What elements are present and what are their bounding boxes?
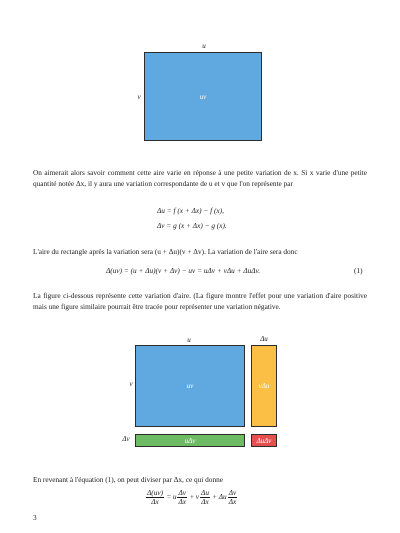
fraction-lhs-denominator: Δx <box>151 497 159 506</box>
figure2-uv-rectangle <box>135 345 245 427</box>
fraction-term3 <box>228 489 238 506</box>
paragraph-4: En revenant à l'équation (1), on peut diviser par Δx, ce qui donne <box>33 475 223 484</box>
figure2-left-dv-label: Δv <box>122 435 130 443</box>
figure2-top-u-label: u <box>187 336 191 344</box>
equation-1: Δ(uv) = (u + Δu)(v + Δv) − uv = uΔv + vΔu + ΔuΔv. <box>106 266 261 275</box>
fraction-lhs <box>146 489 164 506</box>
paragraph-1: On aimerait alors savoir comment cette aire varie en réponse à une petite variation de x. Si x varie d'une petite quantité notée Δx, il y aura une variation correspondante de u et v que l'on représente par <box>33 168 367 188</box>
term3-coefficient: Δu <box>218 492 227 502</box>
figure2-vdu-rectangle <box>251 345 277 427</box>
fraction-term2-denominator: Δx <box>201 497 209 506</box>
plus-sign-2: + <box>212 492 217 502</box>
page-number: 3 <box>33 513 37 522</box>
figure1-top-label: u <box>202 42 206 50</box>
fraction-term2 <box>200 489 210 506</box>
paragraph-2: L'aire du rectangle après la variation sera (u + Δu)(v + Δv). La variation de l'aire sera donc <box>33 247 298 256</box>
figure1-uv-rectangle <box>144 52 262 141</box>
figure2-uv-label: uv <box>186 382 194 390</box>
fraction-term3-numerator: Δv <box>228 488 237 497</box>
figure2-dudv-rectangle <box>251 434 277 447</box>
fraction-term1 <box>177 489 187 506</box>
paragraph-3: La figure ci-dessous représente cette variation d'aire. (La figure montre l'effet pour une variation d'aire positive mais une figure similaire pourrait être tracée pour représenter une variation négative. <box>33 291 367 311</box>
figure1-uv-label: uv <box>199 93 207 101</box>
equation-divided <box>145 489 238 506</box>
figure2-top-du-label: Δu <box>260 335 268 343</box>
figure2-vdu-label: vΔu <box>258 382 270 390</box>
equals-sign: = <box>166 492 171 502</box>
figure2-udv-label: uΔv <box>184 437 196 445</box>
plus-sign-1: + <box>189 492 194 502</box>
fraction-term1-numerator: Δv <box>178 488 186 497</box>
figure1-left-label: v <box>137 93 141 101</box>
fraction-lhs-numerator: Δ(uv) <box>147 488 164 497</box>
figure2-dudv-label: ΔuΔv <box>256 437 272 445</box>
equation-delta-u: Δu = f (x + Δx) − f (x), <box>157 206 224 215</box>
equation-delta-v: Δv = g (x + Δx) − g (x). <box>157 221 227 230</box>
fraction-term3-denominator: Δx <box>228 497 237 506</box>
fraction-term1-denominator: Δx <box>178 497 186 506</box>
equation-1-number: (1) <box>354 266 363 275</box>
figure2-left-v-label: v <box>129 380 133 388</box>
term2-coefficient: v <box>195 492 200 502</box>
figure2-udv-rectangle <box>135 434 245 447</box>
term1-coefficient: u <box>172 492 177 502</box>
fraction-term2-numerator: Δu <box>201 488 209 497</box>
